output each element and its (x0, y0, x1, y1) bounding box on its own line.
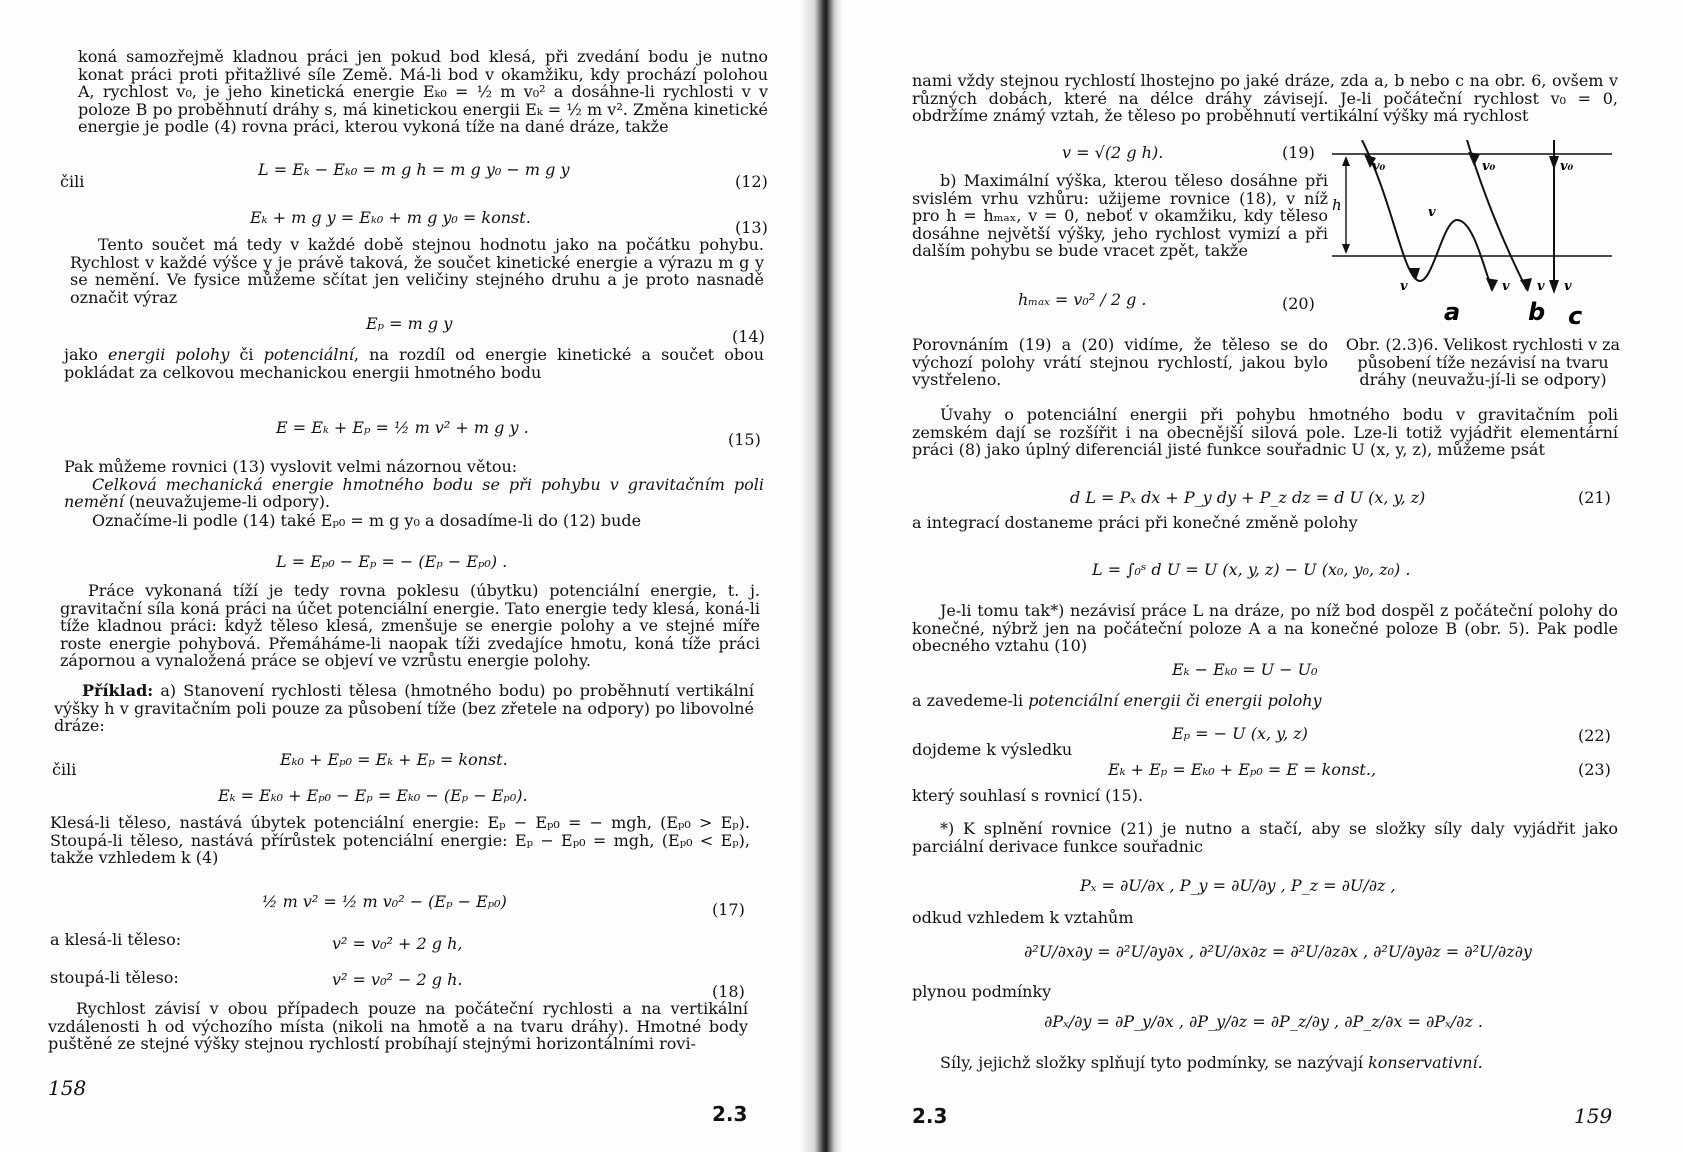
label-b: b (1528, 298, 1546, 326)
trajectory-b (1467, 140, 1527, 290)
falling-label: a klesá-li těleso: (50, 930, 182, 949)
right-paragraph-path-independence: Je-li tomu tak*) nezávisí práce L na dráze, po níž bod dospěl z počáteční polohy do konečné, nýbrž jen na počáteční poloze A a na konečné poloze B (obr. 5). Pak podle obecného vztahu (10) (912, 601, 1618, 655)
trajectory-figure (1332, 140, 1632, 330)
label-v0-a: v₀ (1372, 159, 1386, 174)
label-v-mid: v (1428, 205, 1436, 220)
term-potencialni: potenciální (263, 345, 354, 364)
equation-17-number: (17) (712, 900, 745, 919)
equation-18-number: (18) (712, 982, 745, 1001)
equation-12-number: (12) (735, 172, 768, 191)
equation-conditions: ∂Pₓ/∂y = ∂P_y/∂x , ∂P_y/∂z = ∂P_z/∂y , ∂P_z/∂x = ∂Pₓ/∂z . (1044, 1012, 1483, 1031)
equation-integral: L = ∫₀ˢ d U = U (x, y, z) − U (x₀, y₀, z₀) . (1092, 560, 1411, 579)
left-paragraph-work: Práce vykonaná tíží je tedy rovna poklesu (úbytku) potenciální energie, t. j. gravitační síla koná práci na účet potenciální energie. Tato energie tedy klesá, koná-li tíže kladnou práci: když těleso klesá, zmenšuje se energie polohy a ve stejné míře roste energie pohybová. Přemáháme-li naopak tíži zvedajíce hmotu, koná tíže práci zápornou a vynaložená práce se objeví ve vzrůstu energie polohy. (60, 581, 760, 670)
left-page (0, 0, 812, 1152)
footnote-whence: odkud vzhledem k vztahům (912, 908, 1134, 927)
right-paragraph-comparison: Porovnáním (19) a (20) vidíme, že těleso se do výchozí polohy vrátí stejnou rychlostí, jakou bylo vystřeleno. (912, 335, 1328, 389)
equation-example-1: Eₖ₀ + Eₚ₀ = Eₖ + Eₚ = konst. (280, 750, 508, 769)
right-page (812, 0, 1683, 1152)
label-v-a2: v (1502, 279, 1510, 294)
right-page-number: 159 (1574, 1104, 1613, 1128)
rising-label: stoupá-li těleso: (50, 968, 179, 987)
footnote-conservative: Síly, jejichž složky splňují tyto podmínky, se nazývají konservativní. (940, 1053, 1483, 1072)
label-v-c: v (1564, 279, 1572, 294)
equation-fall: v² = v₀² + 2 g h, (332, 934, 463, 953)
label-v0-b: v₀ (1482, 159, 1496, 174)
term-conservative: konservativní. (1368, 1053, 1483, 1072)
term-energie-polohy: energii polohy (107, 345, 230, 364)
right-paragraph-define-potential: a zavedeme-li potenciální energii či energii polohy (912, 691, 1322, 710)
cili-label-2: čili (52, 760, 77, 779)
equation-15-number: (15) (728, 430, 761, 449)
arrow-c-start (1549, 156, 1559, 170)
right-section-marker: 2.3 (912, 1104, 948, 1128)
equation-partials: Pₓ = ∂U/∂x , P_y = ∂U/∂y , P_z = ∂U/∂z , (1080, 876, 1396, 895)
equation-19-number: (19) (1282, 143, 1315, 162)
footnote-conditions: plynou podmínky (912, 982, 1052, 1001)
right-paragraph-intro: nami vždy stejnou rychlostí lhostejno po jaké dráze, zda a, b nebo c na obr. 6, ovšem v různých dobách, které na délce dráhy závisejí. Je-li počáteční rychlost v₀ = 0, obdržíme známý vztah, že těleso po proběhnutí vertikální výšky má rychlost (912, 71, 1618, 125)
equation-21: d L = Pₓ dx + P_y dy + P_z dz = d U (x, y, z) (1070, 488, 1426, 507)
height-arrow-top-head (1342, 156, 1350, 166)
label-v0-c: v₀ (1560, 159, 1574, 174)
left-paragraph-intro: koná samozřejmě kladnou práci jen pokud bod klesá, při zvedání bodu je nutno konat práci proti přitažlivé síle Země. Má-li bod v okamžiku, kdy prochází polohou A, rychlost v₀, je jeho kinetická energie Eₖ₀ = ½ m v₀² a dosáhne-li rychlosti v v poloze B po proběhnutí dráhy s, má kinetickou energii Eₖ = ½ m v². Změna kinetické energie je podle (4) rovna práci, kterou vykoná tíže na dané dráze, takže (78, 47, 768, 136)
equation-mixed-partials: ∂²U/∂x∂y = ∂²U/∂y∂x , ∂²U/∂x∂z = ∂²U/∂z∂x , ∂²U/∂y∂z = ∂²U/∂z∂y (1024, 942, 1532, 961)
left-paragraph-fall-rise: Klesá-li těleso, nastává úbytek potenciální energie: Eₚ − Eₚ₀ = − mgh, (Eₚ₀ > Eₚ). Stoupá-li těleso, nastává přírůstek potenciální energie: Eₚ − Eₚ₀ = mgh, (Eₚ₀ < Eₚ), takže vzhledem k (4) (50, 813, 750, 867)
example-heading: Příklad: (82, 681, 154, 700)
equation-21-number: (21) (1578, 488, 1611, 507)
left-paragraph-example: Příklad: a) Stanovení rychlosti tělesa (hmotného bodu) po proběhnutí vertikální výšky h v gravitačním poli pouze za působení tíže (bez zřetele na odpory) po libovolné dráze: (54, 681, 754, 735)
term-potential-energy: potenciální energii či energii polohy (1028, 691, 1322, 710)
equation-13-number: (13) (735, 218, 768, 237)
arrow-b-start (1468, 152, 1480, 166)
footnote-paragraph: *) K splnění rovnice (21) je nutno a stačí, aby se složky síly daly vyjádřit jako parciální derivace funkce souřadnic (912, 819, 1618, 856)
equation-12: L = Eₖ − Eₖ₀ = m g h = m g y₀ − m g y (258, 160, 570, 179)
label-h: h (1332, 196, 1342, 214)
equation-23-number: (23) (1578, 760, 1611, 779)
book-gutter (800, 0, 842, 1152)
law-statement: Celková mechanická energie hmotného bodu se při pohybu v gravitačním poli nemění (64, 474, 764, 511)
equation-ek-u: Eₖ − Eₖ₀ = U − U₀ (1172, 660, 1318, 679)
equation-example-2: Eₖ = Eₖ₀ + Eₚ₀ − Eₚ = Eₖ₀ − (Eₚ − Eₚ₀). (218, 786, 528, 805)
left-paragraph-law: Pak můžeme rovnici (13) vyslovit velmi názornou větou: Celková mechanická energie hmotného bodu se při pohybu v gravitačním poli nemění (neuvažujeme-li odpory). (64, 457, 764, 511)
left-paragraph-conclusion: Rychlost závisí v obou případech pouze na počáteční rychlosti a na vertikální vzdálenosti h od výchozího místa (nikoli na hmotě a na tvaru dráhy). Hmotné body puštěné ze stejné výšky stejnou rychlostí probíhají stejnými horizontálními rovi- (48, 999, 748, 1053)
label-v-a: v (1400, 279, 1408, 294)
equation-15: E = Eₖ + Eₚ = ½ m v² + m g y . (276, 418, 529, 437)
left-section-marker: 2.3 (712, 1102, 748, 1126)
equation-14: Eₚ = m g y (366, 314, 453, 333)
equation-rise: v² = v₀² − 2 g h. (332, 970, 463, 989)
label-v-b: v (1537, 279, 1545, 294)
right-paragraph-integration: a integrací dostaneme práci při konečné změně polohy (912, 513, 1358, 532)
equation-22-number: (22) (1578, 726, 1611, 745)
height-arrow-bottom-head (1342, 244, 1350, 254)
left-paragraph-sum: Tento součet má tedy v každé době stejnou hodnotu jako na počátku pohybu. Rychlost v každé výšce y je právě taková, že součet kinetické energie a výrazu m g y se nemění. Ve fysice můžeme sčítat jen veličiny stejného druhu a je proto nasnadě označit výraz (70, 235, 764, 307)
left-paragraph-potential: jako energii polohy či potenciální, na rozdíl od energie kinetické a součet obou pokládat za celkovou mechanickou energii hmotného bodu (64, 345, 765, 382)
equation-14-number: (14) (732, 327, 765, 346)
arrow-c-end (1549, 280, 1559, 294)
equation-22: Eₚ = − U (x, y, z) (1172, 724, 1308, 743)
equation-13: Eₖ + m g y = Eₖ₀ + m g y₀ = konst. (250, 208, 531, 227)
equation-19: v = √(2 g h). (1062, 143, 1164, 162)
figure-caption: Obr. (2.3)6. Velikost rychlosti v za působení tíže nezávisí na tvaru dráhy (neuvažu-jí-li se odpory) (1345, 335, 1621, 389)
equation-20: hₘₐₓ = v₀² / 2 g . (1018, 290, 1147, 309)
cili-label-1: čili (60, 172, 85, 191)
equation-16: L = Eₚ₀ − Eₚ = − (Eₚ − Eₚ₀) . (276, 552, 508, 571)
right-paragraph-max-height: b) Maximální výška, kterou těleso dosáhne při svislém vrhu vzhůru: užijeme rovnice (18), v níž pro h = hₘₐₓ, v = 0, neboť v okamžiku, kdy těleso dosáhne největší výšky, jeho rychlost vymizí a při dalším pohybu se bude vracet zpět, takže (912, 171, 1328, 260)
equation-23: Eₖ + Eₚ = Eₖ₀ + Eₚ₀ = E = konst., (1108, 760, 1377, 779)
equation-17: ½ m v² = ½ m v₀² − (Eₚ − Eₚ₀) (262, 892, 507, 911)
left-paragraph-substitute: Označíme-li podle (14) také Eₚ₀ = m g y₀ a dosadíme-li do (12) bude (92, 511, 642, 530)
arrow-a-end (1486, 278, 1498, 292)
right-paragraph-generalization: Úvahy o potenciální energii při pohybu hmotného bodu v gravitačním poli zemském dají se rozšířit i na obecnější silová pole. Lze-li totiž vyjádřit elementární práci (8) jako úplný diferenciál jisté funkce souřadnic U (x, y, z), můžeme psát (912, 405, 1618, 459)
equation-20-number: (20) (1282, 294, 1315, 313)
agreement-sentence: který souhlasí s rovnicí (15). (912, 786, 1144, 805)
result-intro: dojdeme k výsledku (912, 740, 1073, 759)
label-c: c (1568, 302, 1583, 330)
label-a: a (1444, 298, 1461, 326)
left-page-number: 158 (48, 1076, 87, 1100)
